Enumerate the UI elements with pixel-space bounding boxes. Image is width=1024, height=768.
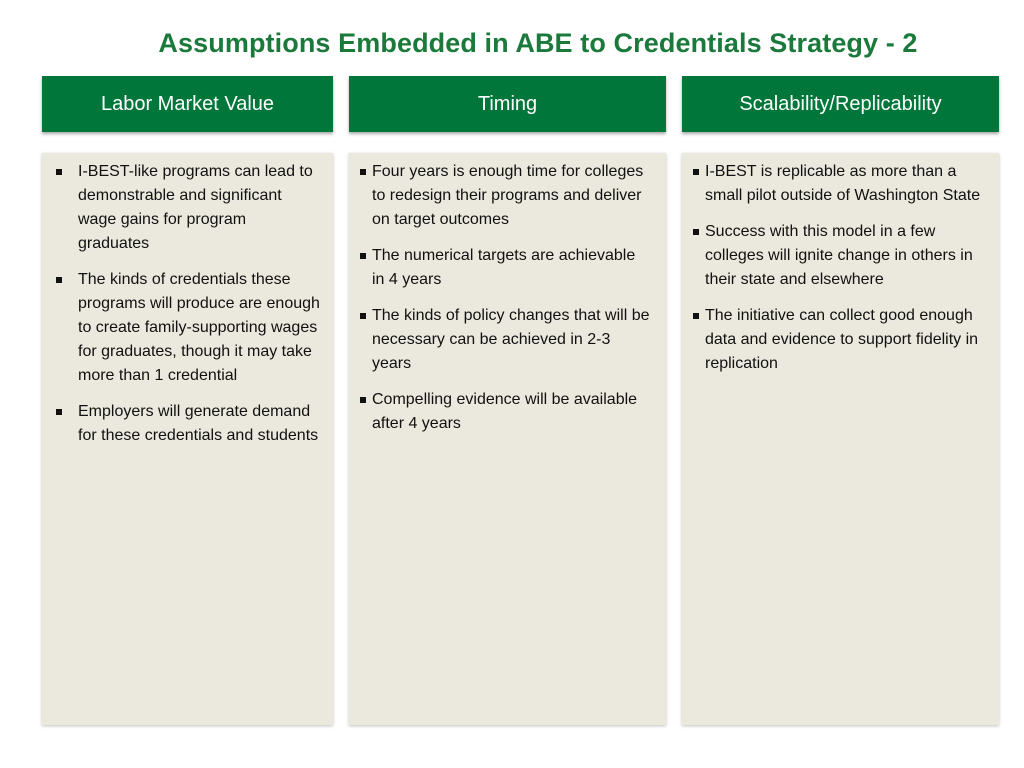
bullet-text: Compelling evidence will be available after 4 years bbox=[372, 391, 638, 432]
bullet-list bbox=[692, 160, 991, 376]
column-body bbox=[682, 153, 999, 725]
square-bullet-icon bbox=[56, 277, 62, 283]
square-bullet-icon bbox=[360, 313, 366, 319]
square-bullet-icon bbox=[693, 229, 699, 235]
column-timing bbox=[349, 76, 666, 432]
bullet-item bbox=[54, 400, 321, 448]
bullet-item bbox=[359, 388, 652, 436]
bullet-text: Success with this model in a few colleges will ignite change in others in their state and elsewhere bbox=[705, 223, 973, 288]
column-header: Timing bbox=[349, 76, 666, 132]
bullet-item bbox=[54, 268, 321, 388]
slide-title: Assumptions Embedded in ABE to Credentials Strategy - 2 bbox=[158, 28, 918, 58]
bullet-item bbox=[54, 160, 321, 256]
bullet-text: The kinds of policy changes that will be necessary can be achieved in 2-3 years bbox=[372, 307, 650, 372]
bullet-list bbox=[359, 160, 652, 436]
column-header: Labor Market Value bbox=[42, 76, 333, 132]
bullet-text: Four years is enough time for colleges to redesign their programs and deliver on target outcomes bbox=[372, 163, 644, 228]
bullet-text: The numerical targets are achievable in 4 years bbox=[372, 247, 636, 288]
square-bullet-icon bbox=[693, 313, 699, 319]
column-body bbox=[349, 153, 666, 725]
bullet-item bbox=[359, 244, 652, 292]
bullet-item bbox=[359, 304, 652, 376]
square-bullet-icon bbox=[360, 169, 366, 175]
square-bullet-icon bbox=[56, 169, 62, 175]
square-bullet-icon bbox=[360, 253, 366, 259]
bullet-text: The initiative can collect good enough data and evidence to support fidelity in replication bbox=[705, 307, 979, 372]
column-scalability-replicability bbox=[682, 76, 999, 372]
bullet-text: I-BEST-like programs can lead to demonstrable and significant wage gains for program graduates bbox=[78, 163, 313, 252]
square-bullet-icon bbox=[693, 169, 699, 175]
bullet-text: The kinds of credentials these programs will produce are enough to create family-supporting wages for graduates, though it may take more than 1 credential bbox=[78, 271, 320, 384]
bullet-item bbox=[359, 160, 652, 232]
bullet-text: Employers will generate demand for these credentials and students bbox=[78, 403, 319, 444]
bullet-list bbox=[54, 160, 321, 448]
bullet-item bbox=[692, 304, 991, 376]
bullet-text: I-BEST is replicable as more than a small pilot outside of Washington State bbox=[705, 163, 981, 204]
bullet-item bbox=[692, 220, 991, 292]
column-header: Scalability/Replicability bbox=[682, 76, 999, 132]
bullet-item bbox=[692, 160, 991, 208]
column-labor-market-value bbox=[42, 76, 333, 444]
column-body bbox=[42, 153, 333, 725]
square-bullet-icon bbox=[360, 397, 366, 403]
square-bullet-icon bbox=[56, 409, 62, 415]
